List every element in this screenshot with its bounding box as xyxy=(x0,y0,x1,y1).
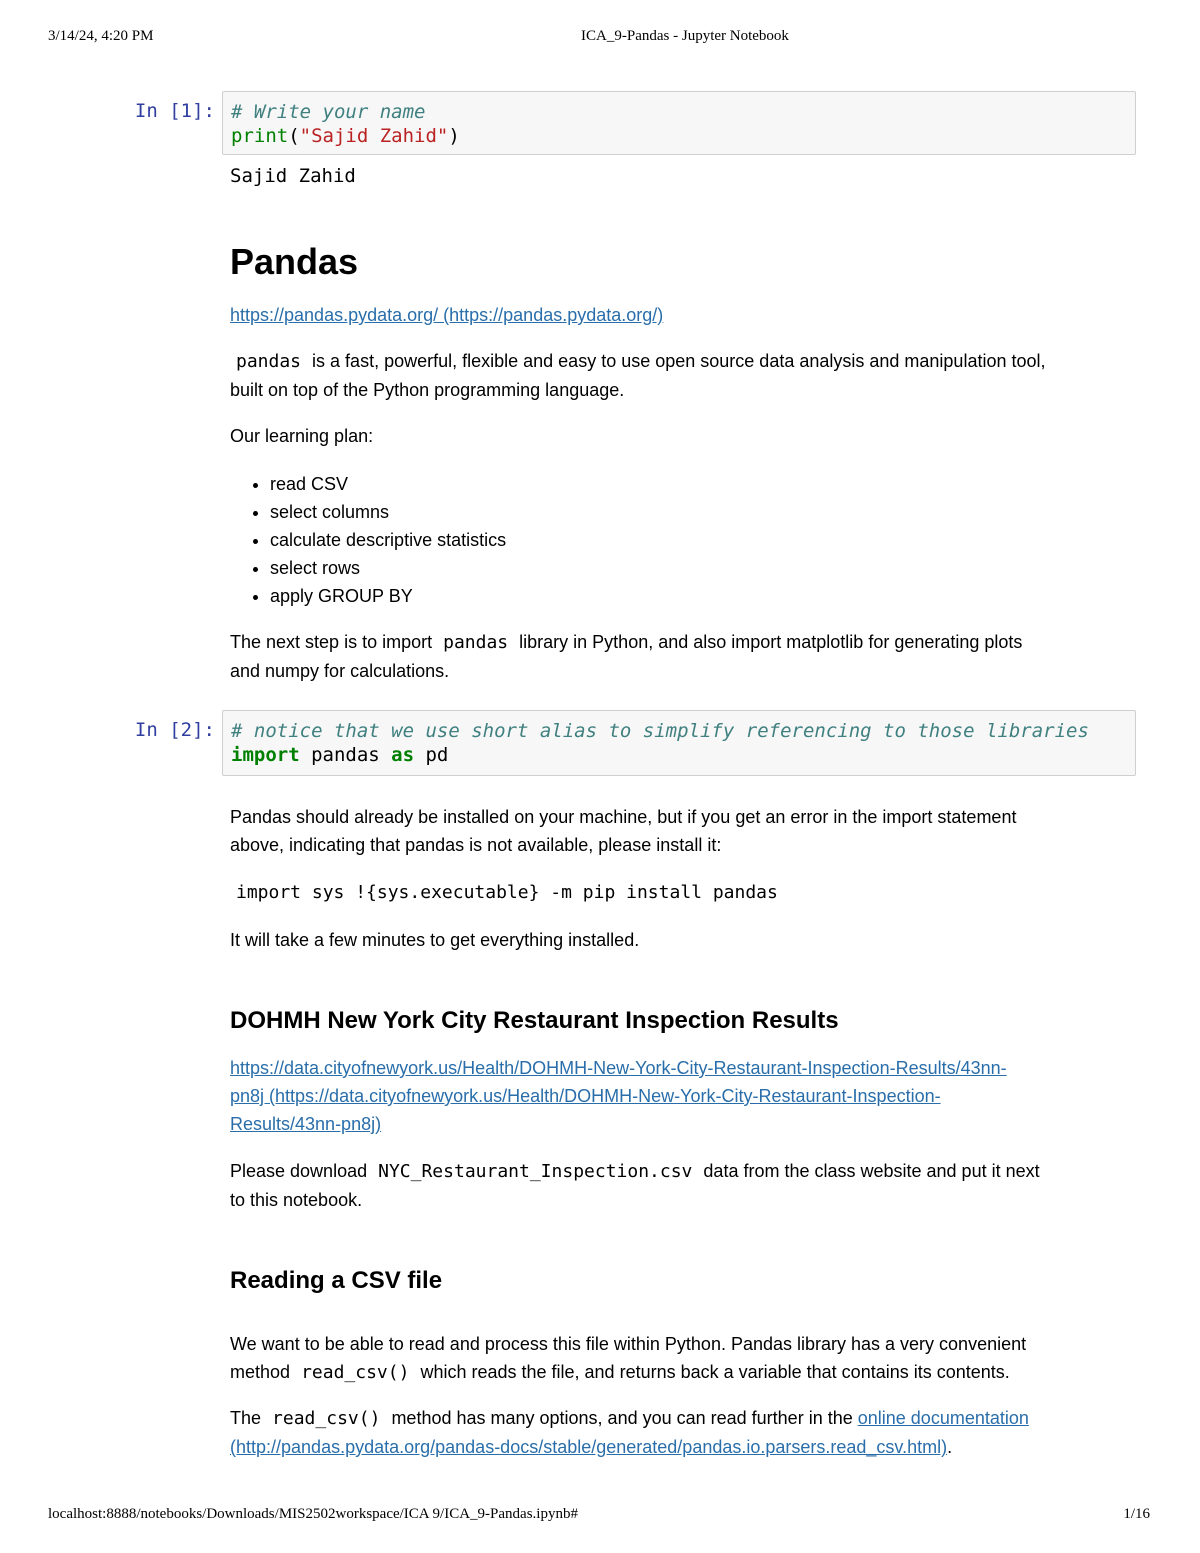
print-page-number: 1/16 xyxy=(1123,1506,1150,1522)
dohmh-link-para xyxy=(230,1054,1130,1138)
read-text-3: which reads the file, and returns back a variable that contains its contents. xyxy=(420,1362,1010,1382)
cell-1-output: Sajid Zahid xyxy=(230,165,356,187)
cell-1-prompt: In [1]: xyxy=(134,100,215,122)
inline-code: NYC_Restaurant_Inspection.csv xyxy=(378,1161,693,1182)
inline-code: pandas xyxy=(236,351,302,372)
code-comment: # Write your name xyxy=(231,101,426,123)
code-module: pandas xyxy=(299,744,392,766)
list-item: • select columns xyxy=(270,498,1170,526)
inline-code: read_csv() xyxy=(272,1408,381,1429)
list-item: • read CSV xyxy=(270,470,1170,498)
code-comment: # notice that we use short alias to simplify referencing to those libraries xyxy=(231,720,1089,742)
code-builtin: print xyxy=(231,125,289,147)
install-text-2: above, indicating that pandas is not available, please install it: xyxy=(230,835,722,855)
pandas-link[interactable]: https://pandas.pydata.org/ (https://pandas.pydata.org/) xyxy=(230,305,664,325)
code-cell-1[interactable] xyxy=(222,91,1136,155)
next-text-2: library in Python, and also import matplotlib for generating plots xyxy=(519,632,1023,652)
print-datetime: 3/14/24, 4:20 PM xyxy=(48,28,154,44)
download-text-3: to this notebook. xyxy=(230,1190,363,1210)
code-keyword: as xyxy=(391,744,415,766)
next-text-3: and numpy for calculations. xyxy=(230,661,450,681)
print-title: ICA_9-Pandas - Jupyter Notebook xyxy=(581,28,789,44)
opt-text: The xyxy=(230,1408,262,1428)
read-paragraph xyxy=(230,1330,1130,1387)
intro-text-2: built on top of the Python programming language. xyxy=(230,380,625,400)
list-item: • calculate descriptive statistics xyxy=(270,526,1170,554)
install-paragraph xyxy=(230,803,1130,859)
list-item: • apply GROUP BY xyxy=(270,582,1170,610)
download-paragraph xyxy=(230,1157,1130,1214)
download-text: Please download xyxy=(230,1161,368,1181)
next-text: The next step is to import xyxy=(230,632,433,652)
link-line: pn8j (https://data.cityofnewyork.us/Health/DOHMH-New-York-City-Restaurant-Inspection- xyxy=(230,1086,941,1106)
code-cell-2[interactable] xyxy=(222,710,1136,776)
code-alias: pd xyxy=(414,744,449,766)
plan-list xyxy=(230,470,1170,610)
intro-paragraph xyxy=(230,347,1130,404)
read-text-2: method xyxy=(230,1362,291,1382)
heading-dohmh: DOHMH New York City Restaurant Inspection Results xyxy=(230,1007,839,1034)
code-punct: ( xyxy=(288,125,300,147)
list-item: • select rows xyxy=(270,554,1170,582)
heading-pandas: Pandas xyxy=(230,241,359,282)
plan-label: Our learning plan: xyxy=(230,426,374,446)
next-step-paragraph xyxy=(230,628,1130,685)
wait-text: It will take a few minutes to get everything installed. xyxy=(230,930,640,950)
intro-text: is a fast, powerful, flexible and easy to use open source data analysis and manipulation tool, xyxy=(312,351,1046,371)
link-line: https://data.cityofnewyork.us/Health/DOHMH-New-York-City-Restaurant-Inspection-Results/43nn- xyxy=(230,1058,1007,1078)
print-url: localhost:8888/notebooks/Downloads/MIS2502workspace/ICA 9/ICA_9-Pandas.ipynb# xyxy=(48,1506,578,1522)
pandas-link-para xyxy=(230,301,1130,329)
inline-code: pandas xyxy=(443,632,509,653)
heading-reading-csv: Reading a CSV file xyxy=(230,1267,443,1294)
opt-end: . xyxy=(947,1437,953,1457)
inline-code: import sys !{sys.executable} -m pip install pandas xyxy=(236,882,778,903)
read-text: We want to be able to read and process this file within Python. Pandas library has a very convenient xyxy=(230,1334,1027,1354)
code-string: "Sajid Zahid" xyxy=(299,125,449,147)
link-line: (http://pandas.pydata.org/pandas-docs/stable/generated/pandas.io.parsers.read_csv.html) xyxy=(230,1437,948,1457)
code-punct: ) xyxy=(448,125,460,147)
link-line: online documentation xyxy=(857,1408,1029,1428)
options-paragraph xyxy=(230,1404,1130,1461)
dohmh-link[interactable] xyxy=(230,1058,1007,1134)
inline-code: read_csv() xyxy=(301,1362,410,1383)
code-keyword: import xyxy=(231,744,300,766)
cell-2-prompt: In [2]: xyxy=(134,719,215,741)
download-text-2: data from the class website and put it next xyxy=(703,1161,1040,1181)
opt-text-2: method has many options, and you can read further in the xyxy=(391,1408,853,1428)
install-command xyxy=(230,878,1130,907)
link-line: Results/43nn-pn8j) xyxy=(230,1114,382,1134)
install-text: Pandas should already be installed on your machine, but if you get an error in the import statement xyxy=(230,807,1017,827)
